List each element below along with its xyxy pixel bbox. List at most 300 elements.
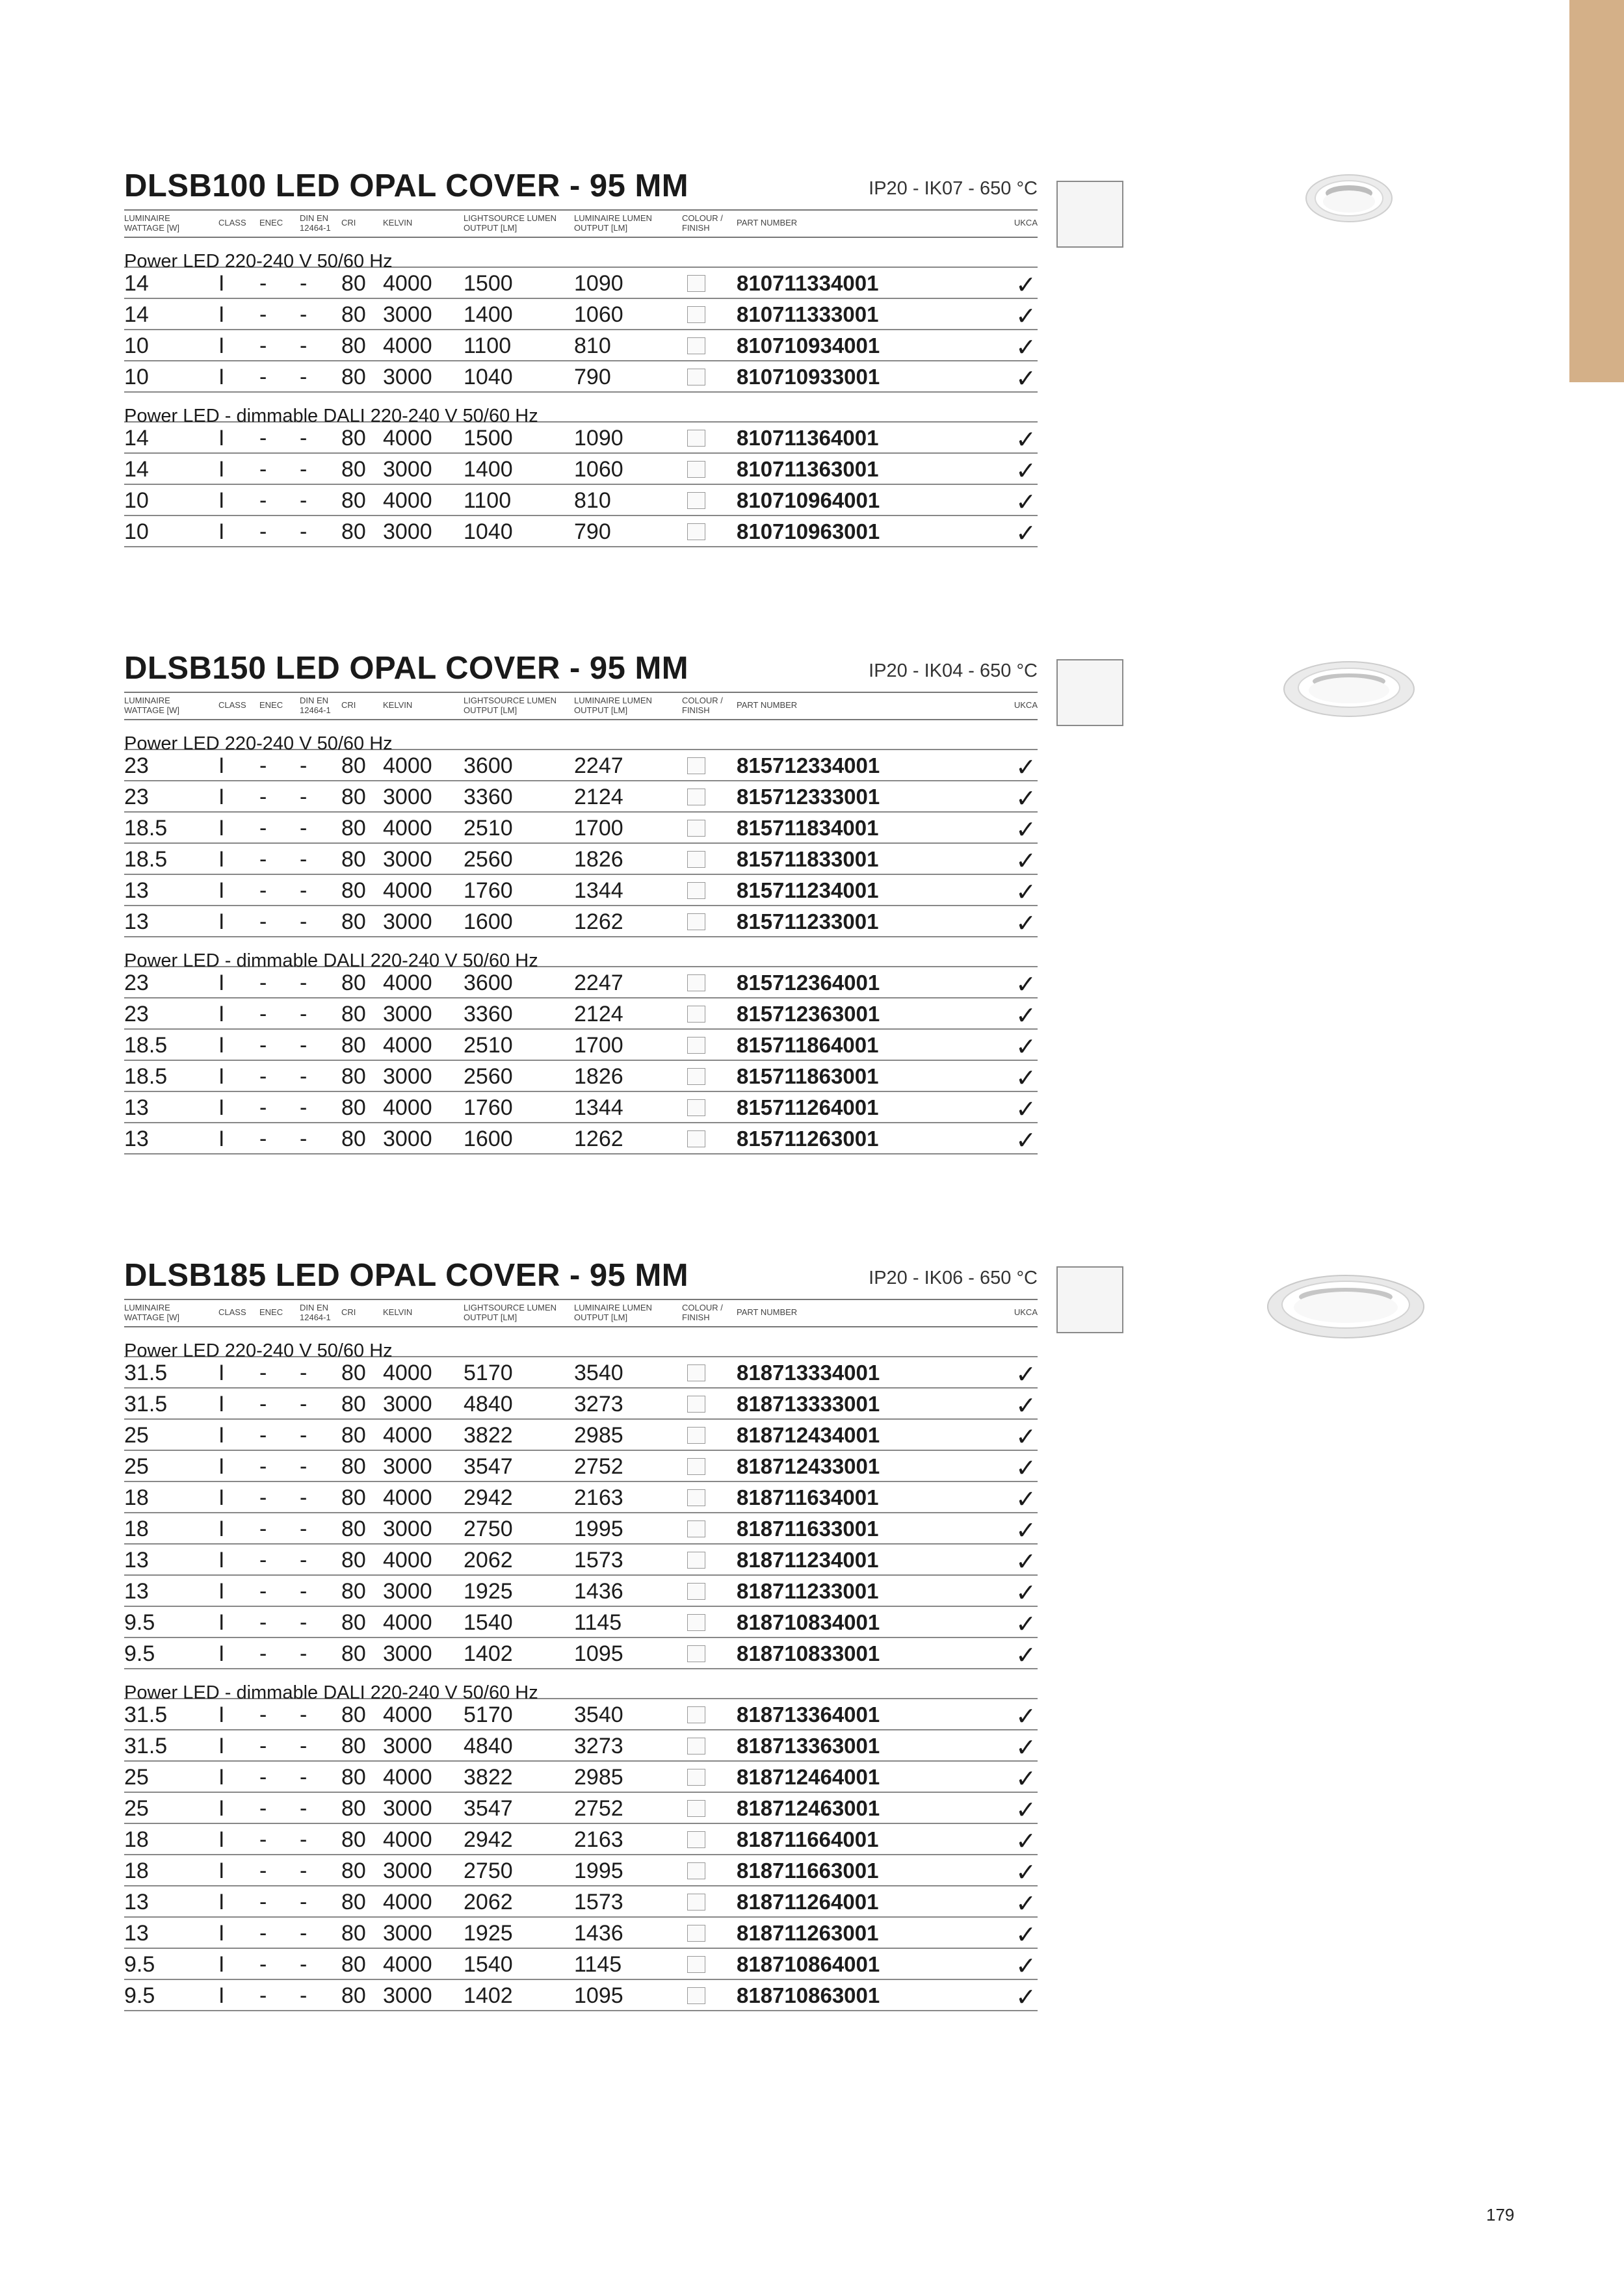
cell-lightsource-lumen: 4840 [464, 1392, 513, 1416]
cell-kelvin: 4000 [383, 1610, 432, 1635]
cell-part-number: 810711334001 [737, 271, 879, 295]
cell-cri: 80 [341, 1734, 366, 1758]
cell-din: - [300, 1859, 308, 1883]
cell-lightsource-lumen: 1400 [464, 302, 513, 327]
ukca-check-icon: ✓ [1015, 848, 1036, 875]
cell-wattage: 18.5 [124, 847, 168, 872]
cell-lightsource-lumen: 3547 [464, 1796, 513, 1821]
cell-wattage: 18 [124, 1517, 149, 1541]
cell-wattage: 9.5 [124, 1610, 155, 1635]
cell-luminaire-lumen: 1826 [574, 1064, 623, 1089]
ukca-check-icon: ✓ [1015, 1859, 1036, 1886]
cell-part-number: 818711633001 [737, 1517, 879, 1541]
cell-cri: 80 [341, 785, 366, 809]
table-row [124, 906, 1038, 937]
cell-luminaire-lumen: 1700 [574, 1033, 623, 1058]
power-group-title: Power LED - dimmable DALI 220-240 V 50/60 Hz [124, 393, 1038, 423]
table-row [124, 1513, 1038, 1545]
cell-cri: 80 [341, 457, 366, 482]
cell-cri: 80 [341, 1517, 366, 1541]
cell-luminaire-lumen: 2163 [574, 1485, 623, 1510]
cell-lightsource-lumen: 1760 [464, 878, 513, 903]
table-row [124, 1762, 1038, 1793]
colour-finish-checkbox[interactable] [687, 461, 705, 478]
cell-cri: 80 [341, 1064, 366, 1089]
section-ratings: IP20 - IK04 - 650 °C [869, 660, 1038, 681]
colour-finish-checkbox[interactable] [687, 1800, 705, 1817]
colour-finish-checkbox[interactable] [687, 1894, 705, 1911]
colour-finish-checkbox[interactable] [687, 1987, 705, 2004]
colour-finish-checkbox[interactable] [687, 523, 705, 540]
cell-lightsource-lumen: 3822 [464, 1423, 513, 1448]
colour-finish-checkbox[interactable] [687, 1006, 705, 1023]
column-header-din [300, 696, 331, 715]
cell-luminaire-lumen: 2985 [574, 1423, 623, 1448]
cell-wattage: 18 [124, 1827, 149, 1852]
cell-luminaire-lumen: 2247 [574, 753, 623, 778]
cell-din: - [300, 1952, 308, 1977]
cell-class: I [218, 785, 225, 809]
column-header-lum-lumen [574, 1303, 652, 1322]
cell-part-number: 815711834001 [737, 816, 879, 840]
power-group-title: Power LED 220-240 V 50/60 Hz [124, 1327, 1038, 1357]
colour-finish-checkbox[interactable] [687, 1520, 705, 1537]
column-header-class: CLASS [218, 700, 246, 710]
cell-din: - [300, 1095, 308, 1120]
cell-lightsource-lumen: 1500 [464, 271, 513, 296]
cell-class: I [218, 519, 225, 544]
cell-luminaire-lumen: 1090 [574, 271, 623, 296]
column-header-kelvin: KELVIN [383, 1307, 413, 1317]
cell-class: I [218, 1033, 225, 1058]
table-row [124, 1638, 1038, 1669]
column-header-cri: CRI [341, 1307, 356, 1317]
cell-enec: - [259, 1579, 267, 1604]
cell-kelvin: 4000 [383, 878, 432, 903]
cell-din: - [300, 1983, 308, 2008]
cell-wattage: 25 [124, 1796, 149, 1821]
ukca-check-icon: ✓ [1015, 1065, 1036, 1092]
cell-luminaire-lumen: 2163 [574, 1827, 623, 1852]
cell-luminaire-lumen: 1145 [574, 1952, 622, 1977]
cell-enec: - [259, 1033, 267, 1058]
cell-lightsource-lumen: 2062 [464, 1890, 513, 1914]
product-section-dlsb100 [124, 168, 1038, 547]
cell-wattage: 31.5 [124, 1702, 168, 1727]
cell-cri: 80 [341, 1423, 366, 1448]
cell-din: - [300, 333, 308, 358]
cell-wattage: 10 [124, 519, 149, 544]
cell-part-number: 810710963001 [737, 519, 880, 543]
cell-din: - [300, 365, 308, 389]
cell-class: I [218, 333, 225, 358]
colour-finish-checkbox[interactable] [687, 1364, 705, 1381]
cell-enec: - [259, 1548, 267, 1572]
section-title: DLSB100 LED OPAL COVER - 95 MM [124, 168, 689, 203]
cell-wattage: 31.5 [124, 1361, 168, 1385]
cell-cri: 80 [341, 1002, 366, 1026]
table-row [124, 423, 1038, 454]
cell-part-number: 815711263001 [737, 1127, 879, 1151]
section-title-row [124, 168, 1038, 207]
column-header-enec: ENEC [259, 1307, 283, 1317]
cell-kelvin: 4000 [383, 753, 432, 778]
section-ratings: IP20 - IK07 - 650 °C [869, 178, 1038, 199]
column-header-line: LUMINAIRE [124, 213, 170, 223]
table-row [124, 1607, 1038, 1638]
section-title-row [124, 1257, 1038, 1296]
downlight-medium-image [1277, 657, 1421, 722]
cell-class: I [218, 1734, 225, 1758]
cell-lightsource-lumen: 2062 [464, 1548, 513, 1572]
cell-class: I [218, 1361, 225, 1385]
cell-part-number: 818711634001 [737, 1485, 879, 1509]
colour-finish-checkbox[interactable] [687, 1831, 705, 1848]
table-row [124, 1730, 1038, 1762]
cell-lightsource-lumen: 3600 [464, 753, 513, 778]
cell-din: - [300, 1921, 308, 1946]
cell-enec: - [259, 1859, 267, 1883]
column-header-ukca: UKCA [1014, 700, 1038, 710]
cell-enec: - [259, 1127, 267, 1151]
ukca-check-icon: ✓ [1015, 520, 1036, 547]
cell-part-number: 818711663001 [737, 1859, 879, 1883]
section-title: DLSB150 LED OPAL COVER - 95 MM [124, 651, 689, 686]
colour-finish-checkbox[interactable] [687, 430, 705, 447]
cell-luminaire-lumen: 1145 [574, 1610, 622, 1635]
cell-cri: 80 [341, 1127, 366, 1151]
cell-luminaire-lumen: 2985 [574, 1765, 623, 1790]
cell-din: - [300, 426, 308, 450]
column-header-line: COLOUR / [682, 696, 723, 705]
cell-kelvin: 4000 [383, 271, 432, 296]
cell-luminaire-lumen: 1060 [574, 302, 623, 327]
cell-din: - [300, 878, 308, 903]
table-row [124, 967, 1038, 998]
ukca-check-icon: ✓ [1015, 1486, 1036, 1513]
cell-class: I [218, 457, 225, 482]
cell-wattage: 14 [124, 457, 149, 482]
colour-finish-checkbox[interactable] [687, 1427, 705, 1444]
cell-kelvin: 3000 [383, 1064, 432, 1089]
cell-luminaire-lumen: 3540 [574, 1702, 623, 1727]
table-row [124, 813, 1038, 844]
cell-wattage: 13 [124, 1548, 149, 1572]
cell-wattage: 23 [124, 1002, 149, 1026]
cell-kelvin: 4000 [383, 488, 432, 513]
colour-finish-checkbox[interactable] [687, 1130, 705, 1147]
ukca-check-icon: ✓ [1015, 1890, 1036, 1918]
cell-lightsource-lumen: 1540 [464, 1952, 513, 1977]
colour-finish-checkbox[interactable] [687, 757, 705, 774]
cell-lightsource-lumen: 5170 [464, 1702, 513, 1727]
cell-cri: 80 [341, 878, 366, 903]
colour-finish-checkbox[interactable] [687, 882, 705, 899]
product-section-dlsb150 [124, 650, 1038, 1155]
cell-din: - [300, 1796, 308, 1821]
column-header-lum-lumen [574, 213, 652, 233]
chapter-tab [1569, 0, 1624, 382]
cell-part-number: 818711264001 [737, 1890, 879, 1914]
cell-din: - [300, 1641, 308, 1666]
cell-enec: - [259, 785, 267, 809]
cell-part-number: 810710964001 [737, 488, 880, 512]
colour-finish-checkbox[interactable] [687, 1068, 705, 1085]
cell-lightsource-lumen: 1100 [464, 488, 512, 513]
colour-finish-checkbox[interactable] [687, 1769, 705, 1786]
column-header-ukca: UKCA [1014, 1307, 1038, 1317]
cell-kelvin: 3000 [383, 1734, 432, 1758]
cell-wattage: 25 [124, 1423, 149, 1448]
ukca-check-icon: ✓ [1015, 334, 1036, 361]
column-header-line: FINISH [682, 705, 710, 715]
cell-kelvin: 3000 [383, 365, 432, 389]
colour-finish-checkbox[interactable] [687, 1458, 705, 1475]
section-title-row [124, 650, 1038, 689]
column-header-kelvin: KELVIN [383, 218, 413, 228]
cell-lightsource-lumen: 5170 [464, 1361, 513, 1385]
colour-finish-checkbox[interactable] [687, 1037, 705, 1054]
column-header-ls-lumen [464, 1303, 557, 1322]
ukca-check-icon: ✓ [1015, 1392, 1036, 1420]
cell-class: I [218, 365, 225, 389]
cell-enec: - [259, 1952, 267, 1977]
colour-finish-checkbox[interactable] [687, 1862, 705, 1879]
table-row [124, 1545, 1038, 1576]
ukca-check-icon: ✓ [1015, 816, 1036, 844]
cell-kelvin: 3000 [383, 847, 432, 872]
colour-finish-checkbox[interactable] [687, 851, 705, 868]
cell-lightsource-lumen: 2560 [464, 1064, 513, 1089]
ukca-check-icon: ✓ [1015, 272, 1036, 299]
cell-part-number: 818710833001 [737, 1641, 880, 1665]
cell-din: - [300, 971, 308, 995]
column-header-wattage [124, 696, 179, 715]
cell-lightsource-lumen: 1100 [464, 333, 512, 358]
ukca-check-icon: ✓ [1015, 1127, 1036, 1155]
colour-finish-checkbox[interactable] [687, 1396, 705, 1413]
colour-finish-checkbox[interactable] [687, 1099, 705, 1116]
column-header-ls-lumen [464, 213, 557, 233]
cell-enec: - [259, 753, 267, 778]
cell-part-number: 818713364001 [737, 1702, 880, 1727]
column-header-line: WATTAGE [W] [124, 705, 179, 715]
cell-din: - [300, 1890, 308, 1914]
cell-enec: - [259, 1423, 267, 1448]
cell-class: I [218, 488, 225, 513]
column-header-line: OUTPUT [LM] [464, 1312, 517, 1322]
column-header-line: LUMINAIRE LUMEN [574, 696, 652, 705]
cell-part-number: 815711863001 [737, 1064, 879, 1088]
cell-kelvin: 3000 [383, 457, 432, 482]
colour-finish-checkbox[interactable] [687, 1956, 705, 1973]
cell-din: - [300, 1827, 308, 1852]
cell-enec: - [259, 1392, 267, 1416]
cell-wattage: 14 [124, 302, 149, 327]
column-header-part: PART NUMBER [737, 700, 798, 710]
table-row [124, 268, 1038, 299]
cell-class: I [218, 1765, 225, 1790]
cell-class: I [218, 878, 225, 903]
colour-finish-checkbox[interactable] [687, 820, 705, 837]
colour-finish-checkbox[interactable] [687, 369, 705, 385]
table-row [124, 485, 1038, 516]
cell-lightsource-lumen: 1040 [464, 519, 513, 544]
cell-wattage: 13 [124, 909, 149, 934]
cell-kelvin: 4000 [383, 1361, 432, 1385]
cell-cri: 80 [341, 816, 366, 841]
cell-luminaire-lumen: 1090 [574, 426, 623, 450]
downlight-small-image [1300, 171, 1398, 226]
cell-wattage: 23 [124, 753, 149, 778]
cell-kelvin: 3000 [383, 1579, 432, 1604]
cell-cri: 80 [341, 1765, 366, 1790]
cell-part-number: 818711233001 [737, 1579, 879, 1603]
cell-lightsource-lumen: 2560 [464, 847, 513, 872]
colour-finish-checkbox[interactable] [687, 1925, 705, 1942]
cell-class: I [218, 1064, 225, 1089]
cell-luminaire-lumen: 1826 [574, 847, 623, 872]
cell-part-number: 815712333001 [737, 785, 880, 809]
colour-finish-checkbox[interactable] [687, 1489, 705, 1506]
cell-luminaire-lumen: 2124 [574, 1002, 623, 1026]
cell-wattage: 9.5 [124, 1952, 155, 1977]
cell-enec: - [259, 519, 267, 544]
cell-luminaire-lumen: 2752 [574, 1796, 623, 1821]
cell-lightsource-lumen: 1540 [464, 1610, 513, 1635]
column-header-class: CLASS [218, 1307, 246, 1317]
cell-class: I [218, 1890, 225, 1914]
colour-finish-checkbox[interactable] [687, 1738, 705, 1755]
table-row [124, 361, 1038, 393]
cell-din: - [300, 457, 308, 482]
cell-class: I [218, 971, 225, 995]
column-header-line: DIN EN [300, 213, 329, 223]
colour-finish-checkbox[interactable] [687, 492, 705, 509]
ukca-check-icon: ✓ [1015, 1548, 1036, 1576]
ukca-check-icon: ✓ [1015, 1580, 1036, 1607]
colour-finish-checkbox[interactable] [687, 306, 705, 323]
cell-kelvin: 3000 [383, 1796, 432, 1821]
cell-kelvin: 4000 [383, 1765, 432, 1790]
colour-finish-checkbox[interactable] [687, 1614, 705, 1631]
cell-wattage: 31.5 [124, 1734, 168, 1758]
cell-wattage: 25 [124, 1765, 149, 1790]
cell-enec: - [259, 816, 267, 841]
cell-enec: - [259, 1921, 267, 1946]
colour-finish-checkbox[interactable] [687, 974, 705, 991]
cell-lightsource-lumen: 1600 [464, 1127, 513, 1151]
cell-luminaire-lumen: 1344 [574, 1095, 623, 1120]
table-row [124, 516, 1038, 547]
colour-finish-checkbox[interactable] [687, 337, 705, 354]
colour-finish-checkbox[interactable] [687, 913, 705, 930]
cell-part-number: 810710934001 [737, 333, 880, 358]
cell-wattage: 18 [124, 1485, 149, 1510]
cell-part-number: 815712334001 [737, 753, 880, 777]
cell-enec: - [259, 1765, 267, 1790]
downlight-large-image [1261, 1271, 1430, 1342]
colour-finish-checkbox[interactable] [687, 789, 705, 805]
cell-part-number: 815711864001 [737, 1033, 879, 1057]
cell-cri: 80 [341, 519, 366, 544]
colour-finish-checkbox[interactable] [687, 1706, 705, 1723]
table-row [124, 1030, 1038, 1061]
product-section-dlsb185 [124, 1257, 1038, 2011]
cell-cri: 80 [341, 1641, 366, 1666]
cell-wattage: 13 [124, 1095, 149, 1120]
column-header-line: FINISH [682, 223, 710, 233]
table-row [124, 1389, 1038, 1420]
table-row [124, 781, 1038, 813]
column-header-part: PART NUMBER [737, 1307, 798, 1317]
cell-enec: - [259, 1002, 267, 1026]
cell-wattage: 10 [124, 488, 149, 513]
cell-enec: - [259, 1734, 267, 1758]
ukca-check-icon: ✓ [1015, 1642, 1036, 1669]
colour-finish-checkbox[interactable] [687, 1645, 705, 1662]
table-header [124, 692, 1038, 720]
cell-kelvin: 3000 [383, 1517, 432, 1541]
cell-kelvin: 3000 [383, 1921, 432, 1946]
cell-wattage: 13 [124, 1579, 149, 1604]
column-header-line: OUTPUT [LM] [464, 223, 517, 233]
cell-kelvin: 3000 [383, 1859, 432, 1883]
cell-cri: 80 [341, 271, 366, 296]
table-row [124, 1918, 1038, 1949]
table-row [124, 1451, 1038, 1482]
cell-kelvin: 4000 [383, 426, 432, 450]
cell-luminaire-lumen: 2752 [574, 1454, 623, 1479]
cell-kelvin: 3000 [383, 785, 432, 809]
cell-part-number: 818710863001 [737, 1983, 880, 2007]
cell-din: - [300, 1361, 308, 1385]
cell-kelvin: 4000 [383, 971, 432, 995]
cell-din: - [300, 847, 308, 872]
cell-enec: - [259, 1095, 267, 1120]
colour-finish-checkbox[interactable] [687, 1583, 705, 1600]
column-header-line: FINISH [682, 1312, 710, 1322]
cell-kelvin: 4000 [383, 1095, 432, 1120]
column-header-kelvin: KELVIN [383, 700, 413, 710]
ukca-check-icon: ✓ [1015, 1096, 1036, 1123]
cell-class: I [218, 1095, 225, 1120]
ukca-check-icon: ✓ [1015, 1703, 1036, 1730]
cell-luminaire-lumen: 1573 [574, 1890, 623, 1914]
colour-swatch [1056, 1266, 1123, 1333]
cell-din: - [300, 302, 308, 327]
cell-enec: - [259, 1796, 267, 1821]
ukca-check-icon: ✓ [1015, 1611, 1036, 1638]
colour-finish-checkbox[interactable] [687, 275, 705, 292]
cell-enec: - [259, 878, 267, 903]
section-title: DLSB185 LED OPAL COVER - 95 MM [124, 1258, 689, 1293]
cell-cri: 80 [341, 333, 366, 358]
ukca-check-icon: ✓ [1015, 458, 1036, 485]
colour-finish-checkbox[interactable] [687, 1552, 705, 1569]
cell-wattage: 10 [124, 333, 149, 358]
cell-luminaire-lumen: 790 [574, 519, 611, 544]
cell-din: - [300, 1423, 308, 1448]
cell-part-number: 818713363001 [737, 1734, 880, 1758]
cell-din: - [300, 1734, 308, 1758]
column-header-wattage [124, 1303, 179, 1322]
column-header-line: 12464-1 [300, 705, 331, 715]
cell-wattage: 31.5 [124, 1392, 168, 1416]
cell-cri: 80 [341, 488, 366, 513]
cell-cri: 80 [341, 1983, 366, 2008]
table-row [124, 844, 1038, 875]
